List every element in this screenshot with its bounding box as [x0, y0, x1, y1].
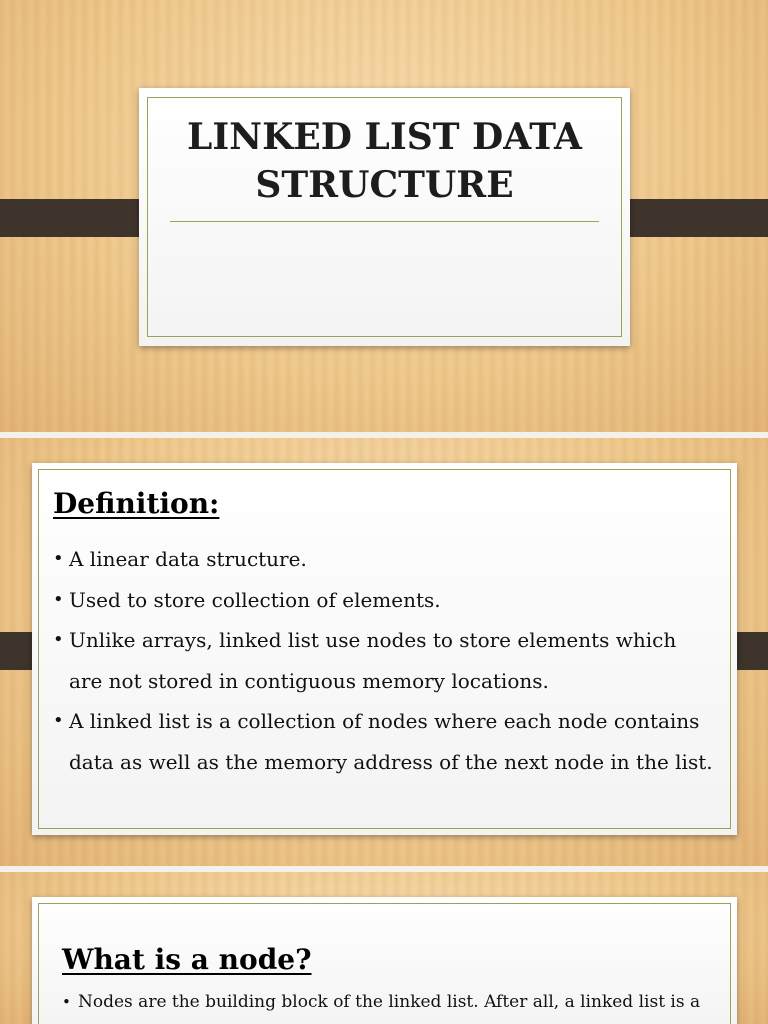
slide-title-text: LINKED LIST DATA STRUCTURE	[187, 116, 582, 206]
bullet-icon: •	[53, 548, 64, 569]
bullet-icon: •	[53, 710, 64, 731]
slide-node	[0, 872, 768, 1024]
title-rule	[170, 221, 599, 222]
slide-definition	[0, 438, 768, 866]
node-bullet-list	[62, 986, 722, 1018]
definition-heading: Definition:	[53, 487, 220, 520]
content-card	[32, 897, 737, 1024]
list-item: • A linear data structure.	[53, 539, 713, 580]
list-item: • Used to store collection of elements.	[53, 580, 713, 621]
bullet-icon: •	[62, 993, 71, 1011]
content-card	[32, 463, 737, 835]
title-card	[139, 88, 630, 346]
definition-bullet-list	[53, 539, 713, 782]
list-item: • A linked list is a collection of nodes where each node contains data as well as the memory address of the next node in the list.	[53, 701, 713, 782]
list-item: • Unlike arrays, linked list use nodes to store elements which are not stored in contiguous memory locations.	[53, 620, 713, 701]
bullet-icon: •	[53, 588, 64, 610]
node-heading: What is a node?	[62, 943, 312, 976]
left-strap	[0, 199, 156, 237]
right-strap	[612, 199, 768, 237]
slide-title	[0, 0, 768, 432]
list-item: • Nodes are the building block of the linked list. After all, a linked list is a	[62, 986, 722, 1018]
bullet-icon: •	[53, 629, 64, 650]
